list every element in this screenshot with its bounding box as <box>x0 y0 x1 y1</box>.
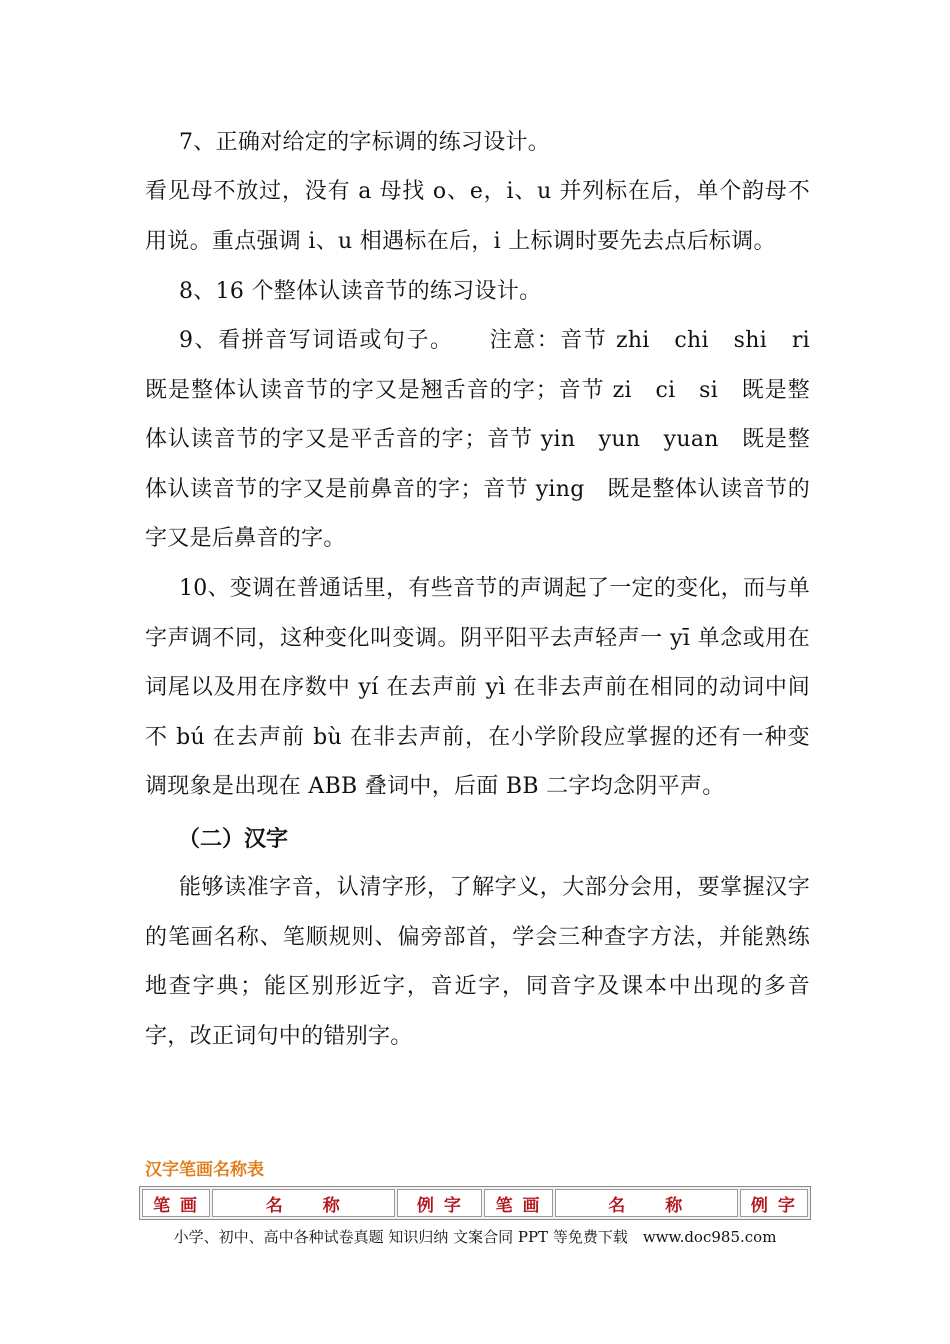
header-stroke: 笔 画 <box>142 1189 210 1217</box>
paragraph-hanzi-requirements: 能够读准字音，认清字形，了解字义，大部分会用，要掌握汉字的笔画名称、笔顺规则、偏旁部首，学会三种查字方法，并能熟练地查字典；能区别形近字，音近字，同音字及课本中出现的多音字，改正词句中的错别字。 <box>145 875 810 1049</box>
page-footer: 小学、初中、高中各种试卷真题 知识归纳 文案合同 PPT 等免费下载 www.doc985.com <box>173 1228 777 1246</box>
header-stroke-2: 笔 画 <box>484 1189 552 1217</box>
paragraph-tone-sandhi: 10、变调在普通话里，有些音节的声调起了一定的变化，而与单字声调不同，这种变化叫变调。阴平阳平去声轻声一 yī 单念或用在词尾以及用在序数中 yí 在去声前 yì 在非去声前在相同的动词中间不 bú 在去声前 bù 在非去声前，在小学阶段应掌握的还有一种变调现象是出现在 ABB 叠词中，后面 BB 二字均念阴平声。 <box>145 576 810 799</box>
header-example-2: 例 字 <box>740 1189 808 1217</box>
table-header-row <box>142 1189 808 1217</box>
header-example: 例 字 <box>397 1189 482 1217</box>
stroke-table-title: 汉字笔画名称表 <box>145 1160 264 1180</box>
section-heading-hanzi: （二）汉字 <box>178 827 289 852</box>
paragraph-whole-syllables: 8、16 个整体认读音节的练习设计。 <box>179 279 542 304</box>
paragraph-tone-marking-rule: 看见母不放过，没有 a 母找 o、e，i、u 并列标在后，单个韵母不用说。重点强调 i、u 相遇标在后，i 上标调时要先去点后标调。 <box>145 179 810 254</box>
paragraph-pinyin-writing: 9、看拼音写词语或句子。 注意：音节 zhi chi shi ri 既是整体认读音节的字又是翘舌音的字；音节 zi ci si 既是整体认读音节的字又是平舌音的字；音节 yin yun yuan 既是整体认读音节的字又是前鼻音的字；音节 ying 既是整体认读音节的字又是后鼻音的字。 <box>145 328 833 551</box>
header-name: 名 称 <box>212 1189 395 1217</box>
stroke-name-table <box>139 1186 811 1220</box>
paragraph-tone-marking-exercise: 7、正确对给定的字标调的练习设计。 <box>179 130 551 155</box>
header-name-2: 名 称 <box>555 1189 738 1217</box>
